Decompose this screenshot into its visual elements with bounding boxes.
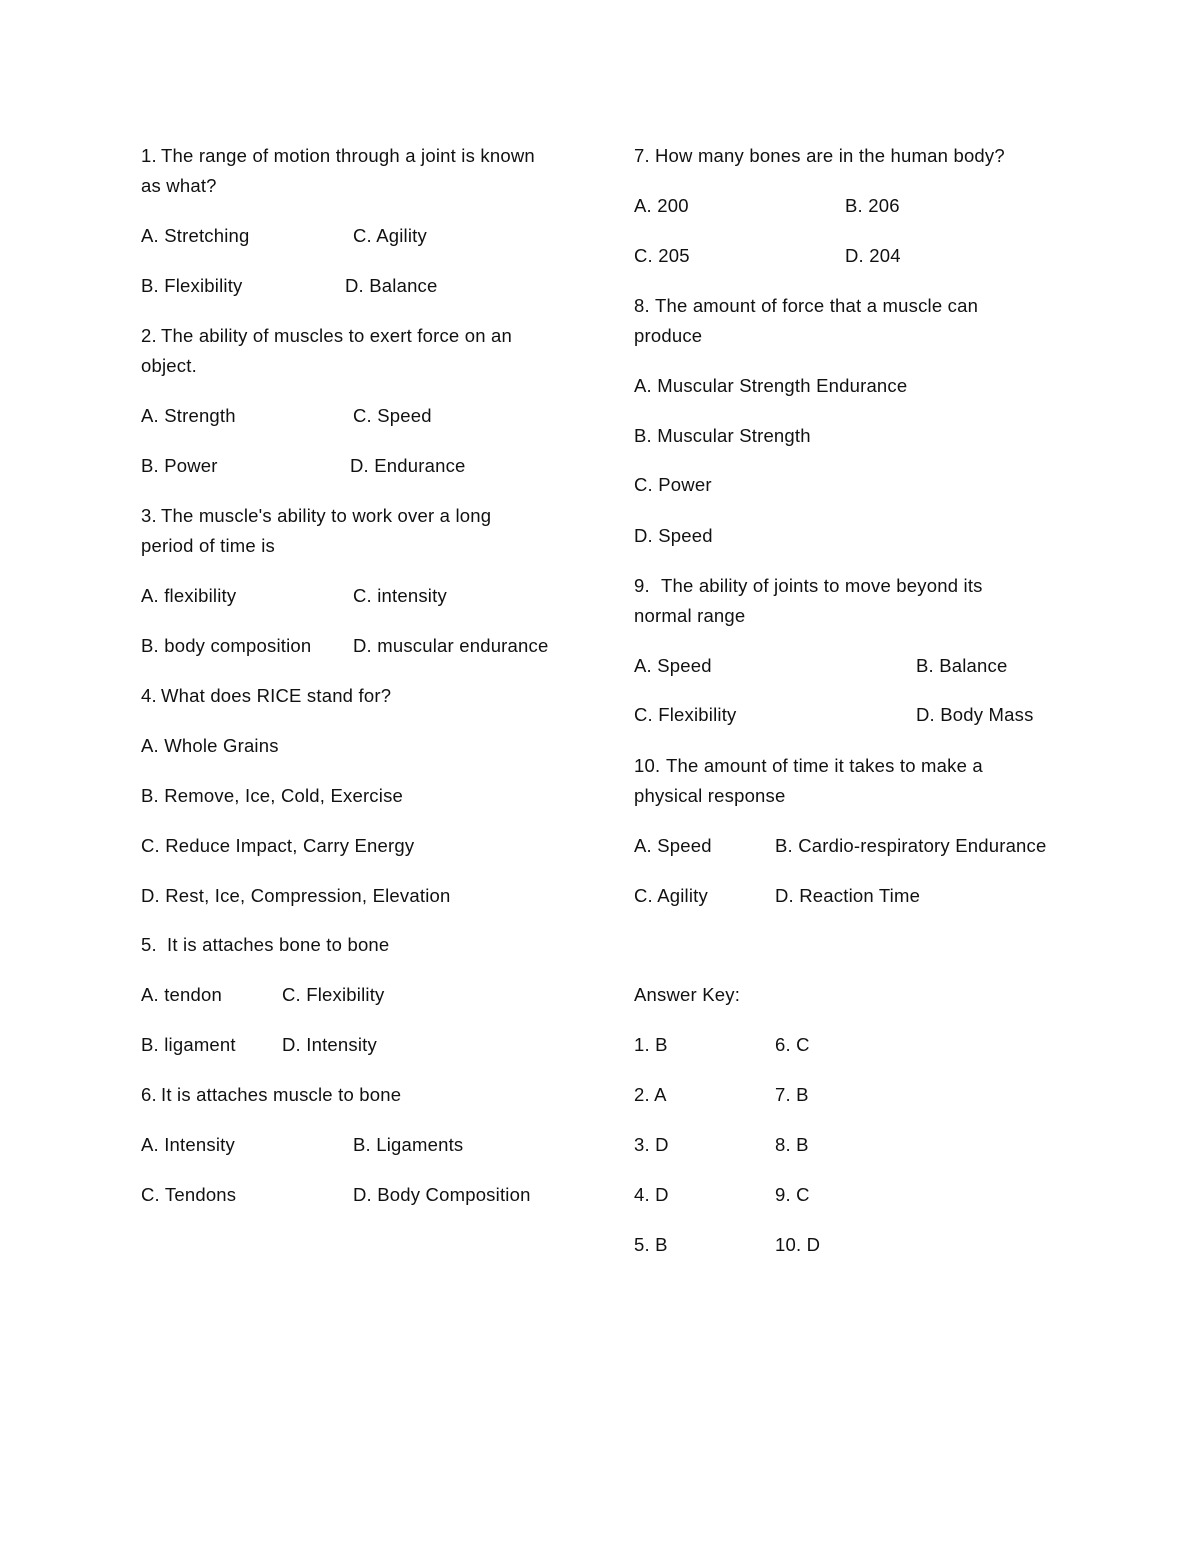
question-5-option-c: C. Flexibility	[282, 984, 385, 1005]
question-1-option-d: D. Balance	[345, 275, 438, 296]
question-6-number: 6.	[141, 1084, 157, 1105]
question-1-text-line-2: as what?	[141, 175, 217, 196]
question-4-number: 4.	[141, 685, 157, 706]
answer-2: 2. A	[634, 1084, 667, 1105]
answer-1: 1. B	[634, 1034, 668, 1055]
question-7-option-d: D. 204	[845, 245, 901, 266]
question-6-option-b: B. Ligaments	[353, 1134, 464, 1155]
question-6-option-d: D. Body Composition	[353, 1184, 531, 1205]
answer-5: 5. B	[634, 1234, 668, 1255]
answer-4: 4. D	[634, 1184, 669, 1205]
question-7-text-line-1: How many bones are in the human body?	[655, 145, 1005, 166]
question-1-option-c: C. Agility	[353, 225, 427, 246]
question-4-option-a: A. Whole Grains	[141, 735, 279, 756]
question-9-text-line-2: normal range	[634, 605, 746, 626]
question-1-option-a: A. Stretching	[141, 225, 250, 246]
question-6-option-c: C. Tendons	[141, 1184, 237, 1205]
question-10-option-a: A. Speed	[634, 835, 712, 856]
question-4-option-b: B. Remove, Ice, Cold, Exercise	[141, 785, 404, 806]
answer-6: 6. C	[775, 1034, 810, 1055]
question-5-option-a: A. tendon	[141, 984, 223, 1005]
question-8-text-line-2: produce	[634, 325, 703, 346]
question-9-option-d: D. Body Mass	[916, 704, 1034, 725]
answer-7: 7. B	[775, 1084, 809, 1105]
question-4-option-d: D. Rest, Ice, Compression, Elevation	[141, 885, 451, 906]
question-9-option-c: C. Flexibility	[634, 704, 737, 725]
question-3-number: 3.	[141, 505, 157, 526]
question-8-text-line-1: The amount of force that a muscle can	[655, 295, 979, 316]
question-8-option-a: A. Muscular Strength Endurance	[634, 375, 908, 396]
question-1-number: 1.	[141, 145, 157, 166]
question-8-option-c: C. Power	[634, 474, 712, 495]
question-2-option-d: D. Endurance	[350, 455, 466, 476]
answer-3: 3. D	[634, 1134, 669, 1155]
question-8-number: 8.	[634, 295, 650, 316]
question-3-option-a: A. flexibility	[141, 585, 237, 606]
question-7-number: 7.	[634, 145, 650, 166]
question-10-number: 10.	[634, 755, 661, 776]
question-9-text-line-1: The ability of joints to move beyond its	[661, 575, 983, 596]
question-3-option-b: B. body composition	[141, 635, 312, 656]
answer-9: 9. C	[775, 1184, 810, 1205]
question-9-option-a: A. Speed	[634, 655, 712, 676]
question-3-option-c: C. intensity	[353, 585, 447, 606]
question-2-text-line-1: The ability of muscles to exert force on an	[161, 325, 513, 346]
question-5-text-line-1: It is attaches bone to bone	[167, 934, 390, 955]
question-2-option-b: B. Power	[141, 455, 218, 476]
question-2-text-line-2: object.	[141, 355, 197, 376]
question-4-option-c: C. Reduce Impact, Carry Energy	[141, 835, 415, 856]
question-3-option-d: D. muscular endurance	[353, 635, 549, 656]
answer-10: 10. D	[775, 1234, 821, 1255]
question-8-option-b: B. Muscular Strength	[634, 425, 811, 446]
question-9-option-b: B. Balance	[916, 655, 1008, 676]
question-10-text-line-1: The amount of time it takes to make a	[666, 755, 983, 776]
question-6-option-a: A. Intensity	[141, 1134, 235, 1155]
question-3-text-line-1: The muscle's ability to work over a long	[161, 505, 492, 526]
question-10-option-c: C. Agility	[634, 885, 708, 906]
question-5-number: 5.	[141, 934, 157, 955]
question-9-number: 9.	[634, 575, 650, 596]
question-2-option-a: A. Strength	[141, 405, 236, 426]
answer-8: 8. B	[775, 1134, 809, 1155]
question-10-text-line-2: physical response	[634, 785, 786, 806]
question-8-option-d: D. Speed	[634, 525, 713, 546]
question-6-text-line-1: It is attaches muscle to bone	[161, 1084, 402, 1105]
question-5-option-d: D. Intensity	[282, 1034, 377, 1055]
question-1-text-line-1: The range of motion through a joint is known	[161, 145, 535, 166]
question-7-option-b: B. 206	[845, 195, 900, 216]
question-1-option-b: B. Flexibility	[141, 275, 243, 296]
question-2-number: 2.	[141, 325, 157, 346]
question-10-option-d: D. Reaction Time	[775, 885, 921, 906]
question-2-option-c: C. Speed	[353, 405, 432, 426]
question-3-text-line-2: period of time is	[141, 535, 275, 556]
question-5-option-b: B. ligament	[141, 1034, 236, 1055]
question-4-text-line-1: What does RICE stand for?	[161, 685, 392, 706]
question-7-option-c: C. 205	[634, 245, 690, 266]
question-10-option-b: B. Cardio-respiratory Endurance	[775, 835, 1047, 856]
question-7-option-a: A. 200	[634, 195, 689, 216]
answer-key-title: Answer Key:	[634, 984, 741, 1005]
